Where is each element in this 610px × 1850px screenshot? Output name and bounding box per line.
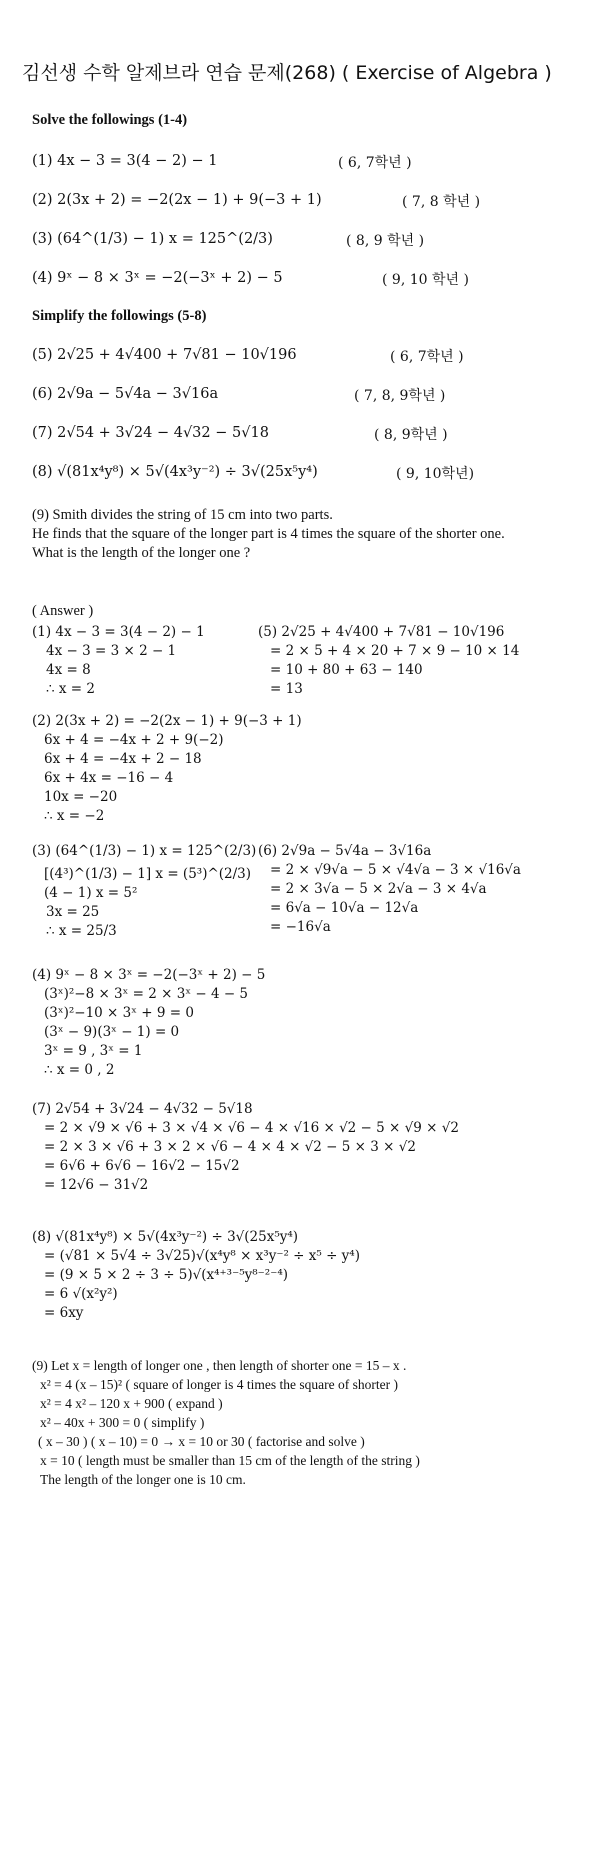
answer-line: 6x + 4 = −4x + 2 − 18 <box>44 751 202 767</box>
answer-line: = 2 × 3 × √6 + 3 × 2 × √6 − 4 × 4 × √2 − 5 × 3 × √2 <box>44 1139 416 1155</box>
answer-2 <box>32 712 302 826</box>
answer-line: [(4³)^(1/3) − 1] x = (5³)^(2/3) <box>44 866 252 882</box>
answer-line: 6x + 4x = −16 − 4 <box>44 770 174 786</box>
answer-line: = −16√a <box>270 919 331 935</box>
problem-9-line: (9) Smith divides the string of 15 cm into two parts. <box>32 507 333 523</box>
answer-9 <box>32 1356 420 1489</box>
answer-line: = 2 × √9 × √6 + 3 × √4 × √6 − 4 × √16 × √2 − 5 × √9 × √2 <box>44 1120 459 1136</box>
answer-line: = 12√6 − 31√2 <box>44 1177 149 1193</box>
answer-line: 6x + 4 = −4x + 2 + 9(−2) <box>44 732 224 748</box>
answer-6 <box>258 842 521 937</box>
answer-line: = (9 × 5 × 2 ÷ 3 ÷ 5)√(x⁴⁺³⁻⁵y⁸⁻²⁻⁴) <box>44 1267 289 1283</box>
answer-line: ( x – 30 ) ( x – 10) = 0 → x = 10 or 30 ( factorise and solve ) <box>38 1434 365 1449</box>
answer-line: = 6√a − 10√a − 12√a <box>270 900 419 916</box>
answer-line: (3ˣ)²−10 × 3ˣ + 9 = 0 <box>44 1005 194 1021</box>
answer-line: (3) (64^(1/3) − 1) x = 125^(2/3) <box>32 843 257 859</box>
answer-line: ∴ x = 25/3 <box>46 923 117 939</box>
problem-6: (6) 2√9a − 5√4a − 3√16a <box>32 386 219 402</box>
problem-1: (1) 4x − 3 = 3(4 − 2) − 1 <box>32 153 218 169</box>
answer-line: = 2 × 5 + 4 × 20 + 7 × 9 − 10 × 14 <box>270 643 520 659</box>
answer-4 <box>32 966 265 1080</box>
page-title: 김선생 수학 알제브라 연습 문제(268) ( Exercise of Algebra ) <box>22 62 552 84</box>
answer-8 <box>32 1228 360 1323</box>
answer-line: (2) 2(3x + 2) = −2(2x − 1) + 9(−3 + 1) <box>32 713 302 729</box>
answer-line: 4x = 8 <box>46 662 91 678</box>
answer-line: (3ˣ)²−8 × 3ˣ = 2 × 3ˣ − 4 − 5 <box>44 986 249 1002</box>
answer-line: = 6√6 + 6√6 − 16√2 − 15√2 <box>44 1158 240 1174</box>
answer-line: x = 10 ( length must be smaller than 15 cm of the length of the string ) <box>40 1453 420 1468</box>
problem-5: (5) 2√25 + 4√400 + 7√81 − 10√196 <box>32 347 297 363</box>
answer-line: (1) 4x − 3 = 3(4 − 2) − 1 <box>32 624 205 640</box>
problem-4: (4) 9ˣ − 8 × 3ˣ = −2(−3ˣ + 2) − 5 <box>32 270 283 286</box>
answer-line: = (√81 × 5√4 ÷ 3√25)√(x⁴y⁸ × x³y⁻² ÷ x⁵ ÷ y⁴) <box>44 1248 360 1264</box>
answer-5 <box>258 623 519 699</box>
answer-line: x² – 40x + 300 = 0 ( simplify ) <box>40 1415 205 1430</box>
section-heading-solve: Solve the followings (1-4) <box>32 112 188 128</box>
answer-heading: ( Answer ) <box>32 603 94 619</box>
problem-4-grade: ( 9, 10 학년 ) <box>382 272 469 288</box>
answer-line: = 2 × √9√a − 5 × √4√a − 3 × √16√a <box>270 862 521 878</box>
problem-3: (3) (64^(1/3) − 1) x = 125^(2/3) <box>32 231 273 247</box>
answer-line: 4x − 3 = 3 × 2 − 1 <box>46 643 177 659</box>
answer-line: The length of the longer one is 10 cm. <box>40 1472 246 1487</box>
answer-line: (8) √(81x⁴y⁸) × 5√(4x³y⁻²) ÷ 3√(25x⁵y⁴) <box>32 1229 299 1245</box>
problem-7-grade: ( 8, 9학년 ) <box>374 427 448 443</box>
answer-line: = 13 <box>270 681 303 697</box>
problem-2: (2) 2(3x + 2) = −2(2x − 1) + 9(−3 + 1) <box>32 192 322 208</box>
answer-line: x² = 4 (x – 15)² ( square of longer is 4 times the square of shorter ) <box>40 1377 398 1392</box>
answer-line: = 2 × 3√a − 5 × 2√a − 3 × 4√a <box>270 881 487 897</box>
problem-9-line: What is the length of the longer one ? <box>32 545 251 561</box>
problem-1-grade: ( 6, 7학년 ) <box>338 155 412 171</box>
problem-8: (8) √(81x⁴y⁸) × 5√(4x³y⁻²) ÷ 3√(25x⁵y⁴) <box>32 464 318 480</box>
answer-line: = 6 √(x²y²) <box>44 1286 118 1302</box>
answer-line: x² = 4 x² – 120 x + 900 ( expand ) <box>40 1396 223 1411</box>
answer-1 <box>32 623 205 699</box>
answer-line: (4) 9ˣ − 8 × 3ˣ = −2(−3ˣ + 2) − 5 <box>32 967 266 983</box>
problem-8-grade: ( 9, 10학년) <box>396 466 475 482</box>
answer-line: (9) Let x = length of longer one , then length of shorter one = 15 – x . <box>32 1358 407 1373</box>
answer-line: 3ˣ = 9 , 3ˣ = 1 <box>44 1043 143 1059</box>
answer-7 <box>32 1100 459 1195</box>
answer-line: 10x = −20 <box>44 789 118 805</box>
problem-9 <box>32 506 505 563</box>
answer-line: = 6xy <box>44 1305 84 1321</box>
problem-6-grade: ( 7, 8, 9학년 ) <box>354 388 446 404</box>
answer-line: (4 − 1) x = 5² <box>44 885 138 901</box>
problem-3-grade: ( 8, 9 학년 ) <box>346 233 425 249</box>
problem-2-grade: ( 7, 8 학년 ) <box>402 194 481 210</box>
answer-3 <box>32 842 256 941</box>
answer-line: = 10 + 80 + 63 − 140 <box>270 662 423 678</box>
answer-line: (6) 2√9a − 5√4a − 3√16a <box>258 843 432 859</box>
problem-5-grade: ( 6, 7학년 ) <box>390 349 464 365</box>
problem-9-line: He finds that the square of the longer part is 4 times the square of the shorter one. <box>32 526 505 542</box>
answer-line: (5) 2√25 + 4√400 + 7√81 − 10√196 <box>258 624 505 640</box>
answer-line: ∴ x = 0 , 2 <box>44 1062 115 1078</box>
answer-line: 3x = 25 <box>46 904 100 920</box>
answer-line: ∴ x = −2 <box>44 808 105 824</box>
answer-line: ∴ x = 2 <box>46 681 95 697</box>
answer-line: (7) 2√54 + 3√24 − 4√32 − 5√18 <box>32 1101 253 1117</box>
section-heading-simplify: Simplify the followings (5-8) <box>32 308 207 324</box>
answer-line: (3ˣ − 9)(3ˣ − 1) = 0 <box>44 1024 180 1040</box>
problem-7: (7) 2√54 + 3√24 − 4√32 − 5√18 <box>32 425 269 441</box>
